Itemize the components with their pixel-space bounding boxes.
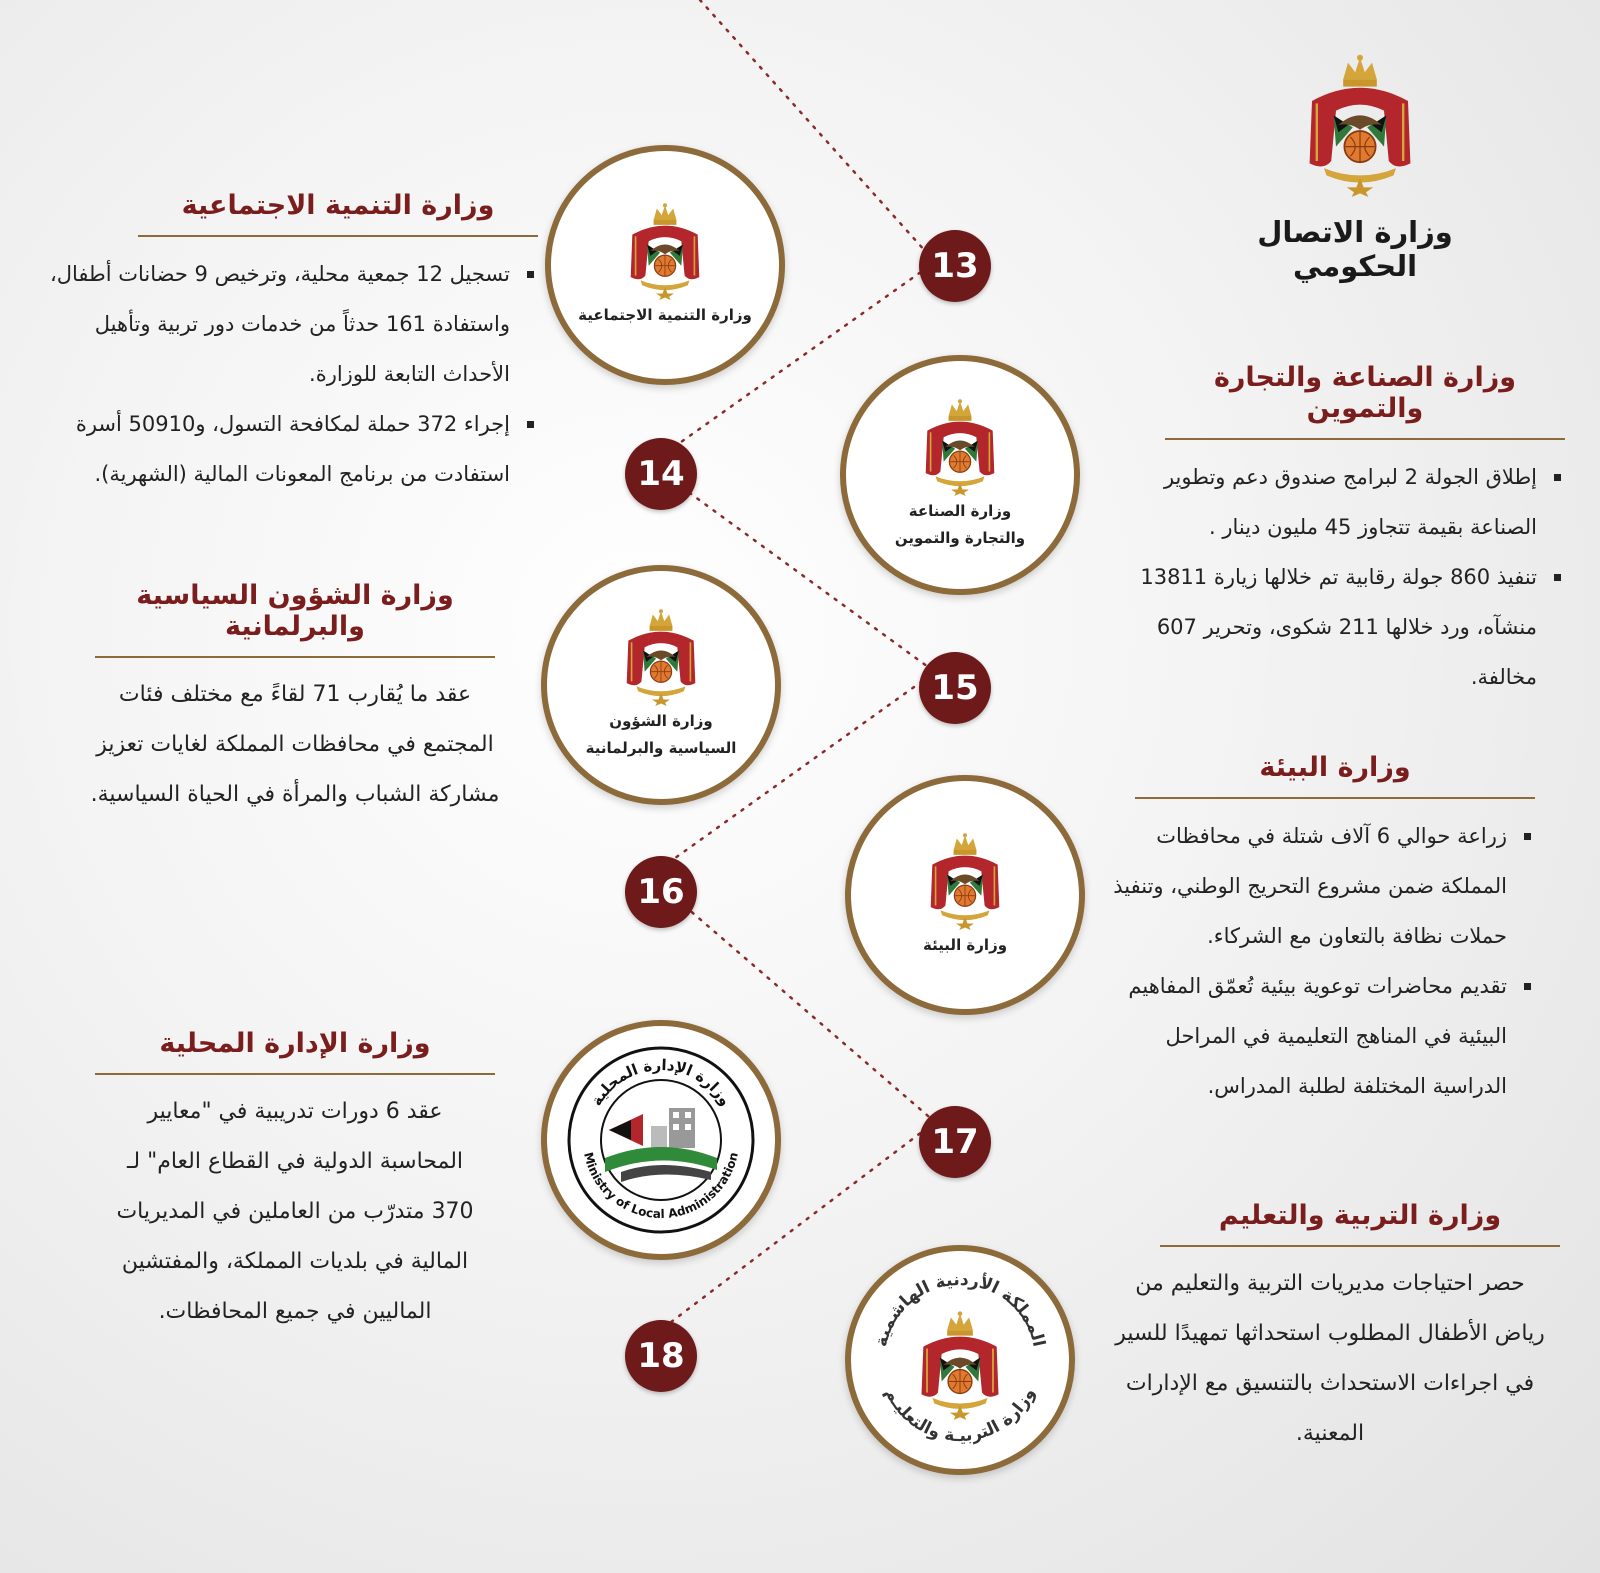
section-text: حصر احتياجات مديريات التربية والتعليم من رياض الأطفال المطلوب استحداثها تمهيدًا للسير في اجراءات الاستحداث بالتنسيق مع الإدارات المعنية.	[1115, 1271, 1545, 1446]
badge-caption: وزارة البيئة	[922, 935, 1008, 954]
royal-emblem-icon	[917, 398, 1003, 496]
section-social-development	[38, 190, 538, 499]
section-bullet: إجراء 372 حملة لمكافحة التسول، و50910 أسرة استفادت من برنامج المعونات المالية (الشهرية).	[38, 399, 510, 499]
logo-arabic-text: وزارة الإدارة المحلية	[587, 1055, 735, 1109]
section-divider	[1135, 797, 1535, 799]
environment-badge	[845, 775, 1085, 1015]
section-bullet: تقديم محاضرات توعوية بيئية تُعمّق المفاهيم البيئية في المناهج التعليمية في المراحل الدراسية المختلفة لطلبة المدراس.	[1090, 961, 1507, 1111]
badge-caption: وزارة الصناعة	[908, 502, 1012, 520]
timeline-number: 14	[625, 438, 697, 510]
section-divider	[138, 235, 538, 237]
badge-caption: والتجارة والتموين	[894, 529, 1026, 547]
timeline-number: 15	[919, 652, 991, 724]
logo-english-text: Ministry of Local Administration	[581, 1150, 741, 1222]
section-divider	[95, 656, 495, 658]
industry-trade-badge	[840, 355, 1080, 595]
section-title: وزارة التنمية الاجتماعية	[181, 190, 495, 221]
royal-emblem-icon	[922, 832, 1008, 930]
political-affairs-badge	[541, 565, 781, 805]
section-divider	[1165, 438, 1565, 440]
section-bullet: إطلاق الجولة 2 لبرامج صندوق دعم وتطوير الصناعة بقيمة تتجاوز 45 مليون دينار .	[1095, 452, 1537, 552]
section-industry-trade	[1095, 362, 1565, 702]
section-text: عقد 6 دورات تدريبية في "معايير المحاسبة الدولية في القطاع العام" لـ 370 متدرّب من العاملين في المديريات المالية في بلديات المملكة، والمفتشين الماليين في جميع المحافظات.	[116, 1099, 474, 1324]
social-development-badge	[545, 145, 785, 385]
badge-caption: السياسية والبرلمانية	[585, 739, 737, 757]
main-title: وزارة الاتصال الحكومي	[1257, 215, 1453, 283]
section-environment	[1090, 752, 1535, 1111]
timeline-number: 16	[625, 856, 697, 928]
timeline-number: 17	[919, 1106, 991, 1178]
badge-caption: وزارة التنمية الاجتماعية	[578, 305, 752, 324]
royal-emblem-icon	[1300, 50, 1420, 200]
timeline-number: 18	[625, 1320, 697, 1392]
timeline-number: 13	[919, 230, 991, 302]
section-title: وزارة الشؤون السياسية والبرلمانية	[136, 580, 454, 642]
section-bullet: زراعة حوالي 6 آلاف شتلة في محافظات المملكة ضمن مشروع التحريج الوطني، وتنفيذ حملات نظافة بالتعاون مع الشركاء.	[1090, 811, 1507, 961]
section-title: وزارة الصناعة والتجارة والتموين	[1213, 362, 1517, 424]
section-divider	[95, 1073, 495, 1075]
section-title: وزارة التربية والتعليم	[1218, 1200, 1502, 1231]
section-bullet: تسجيل 12 جمعية محلية، وترخيص 9 حضانات أطفال، واستفادة 161 حدثاً من خدمات دور تربية وتأهيل الأحداث التابعة للوزارة.	[38, 249, 510, 399]
section-title: وزارة الإدارة المحلية	[159, 1028, 431, 1059]
royal-emblem-icon	[618, 608, 704, 706]
section-bullet: تنفيذ 860 جولة رقابية تم خلالها زيارة 13811 منشآه، ورد خلالها 211 شكوى، وتحرير 607 مخالفة.	[1095, 552, 1537, 702]
logo-ring-bottom-text: وزارة التربيـة والتعليـم	[880, 1384, 1040, 1447]
section-text: عقد ما يُقارب 71 لقاءً مع مختلف فئات المجتمع في محافظات المملكة لغايات تعزيز مشاركة الشباب والمرأة في الحياة السياسية.	[90, 682, 500, 807]
education-logo-icon	[855, 1255, 1065, 1465]
section-title: وزارة البيئة	[1259, 752, 1411, 783]
section-political-affairs	[75, 580, 515, 820]
education-badge	[845, 1245, 1075, 1475]
royal-emblem-icon	[622, 202, 708, 300]
local-administration-badge	[541, 1020, 781, 1260]
local-administration-logo-icon	[561, 1040, 761, 1240]
section-education	[1100, 1200, 1560, 1459]
section-divider	[1160, 1245, 1560, 1247]
badge-caption: وزارة الشؤون	[609, 712, 713, 730]
section-local-administration	[95, 1028, 495, 1337]
logo-ring-top-text: المملكة الأردنية الهاشمية	[871, 1269, 1049, 1349]
